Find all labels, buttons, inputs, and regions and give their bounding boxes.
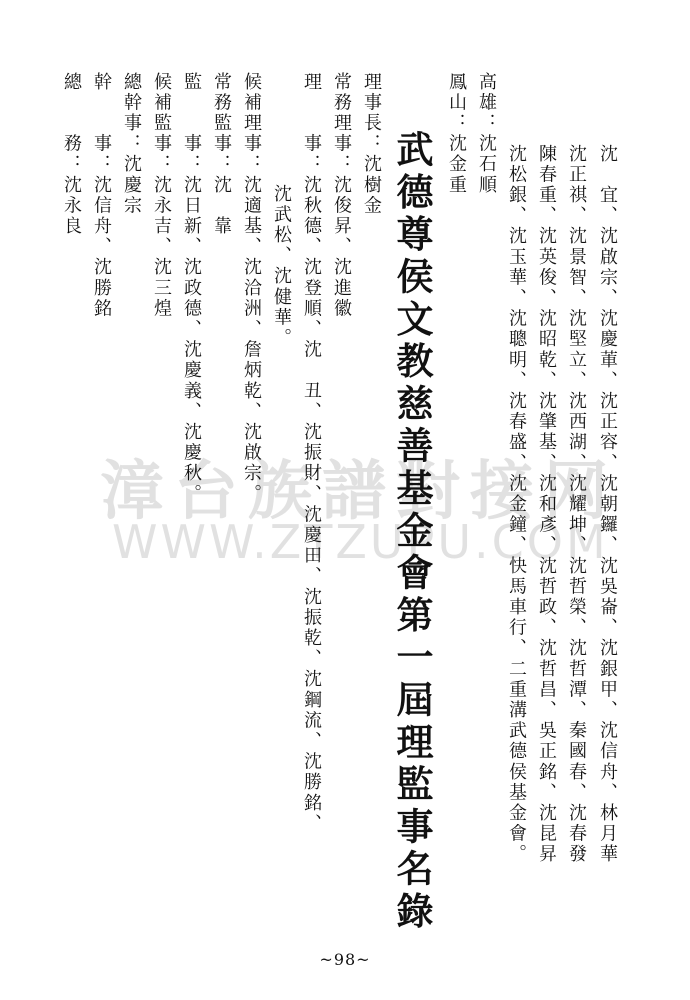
kaohsiung-line: 高雄：沈石順	[476, 72, 497, 196]
alternate-directors-line: 候補理事：沈適基、沈洽洲、詹炳乾、沈啟宗。	[241, 72, 262, 505]
alternate-supervisors-line: 候補監事：沈永吉、沈三煌	[151, 72, 172, 320]
staff-line: 幹 事：沈信舟、沈勝銘	[91, 72, 112, 320]
watermark-url: WWW.ZTZUPU.COM	[112, 515, 609, 569]
chairman-line: 理事長：沈樹金	[361, 72, 382, 217]
donor-line-1: 沈 宜、沈啟宗、沈慶莗、沈正容、沈朝鑼、沈吳崙、沈銀甲、沈信舟、林月華	[597, 144, 618, 865]
donor-line-2: 沈正祺、沈景智、沈堅立、沈西湖、沈耀坤、沈哲榮、沈哲潭、秦國春、沈春發	[566, 144, 587, 865]
directors-line-cont: 沈武松、沈健華。	[271, 184, 292, 349]
page-number: ~98~	[319, 950, 371, 969]
fengshan-line: 鳳山：沈金重	[446, 72, 467, 196]
general-affairs-line: 總 務：沈永良	[61, 72, 82, 237]
page-title: 武德尊侯文教慈善基金會第一屆理監事名錄	[390, 130, 434, 934]
general-secretary-line: 總幹事：沈慶宗	[121, 72, 142, 217]
donor-line-4: 沈松銀、沈玉華、沈聰明、沈春盛、沈金鐘、快馬車行、二重溝武德侯基金會。	[506, 144, 527, 865]
donor-line-3: 陳春重、沈英俊、沈昭乾、沈肇基、沈和彥、沈哲政、沈哲昌、吳正銘、沈昆昇	[536, 144, 557, 865]
executive-directors-line: 常務理事：沈俊昇、沈進徽	[331, 72, 352, 320]
supervisors-line: 監 事：沈日新、沈政德、沈慶義、沈慶秋。	[181, 72, 202, 505]
watermark-chinese: 漳台族譜對接网	[100, 454, 618, 529]
directors-line: 理 事：沈秋德、沈登順、沈 丑、沈振財、沈慶田、沈振乾、沈鋼流、沈勝銘、	[301, 72, 322, 835]
executive-supervisor-line: 常務監事：沈 靠	[211, 72, 232, 237]
